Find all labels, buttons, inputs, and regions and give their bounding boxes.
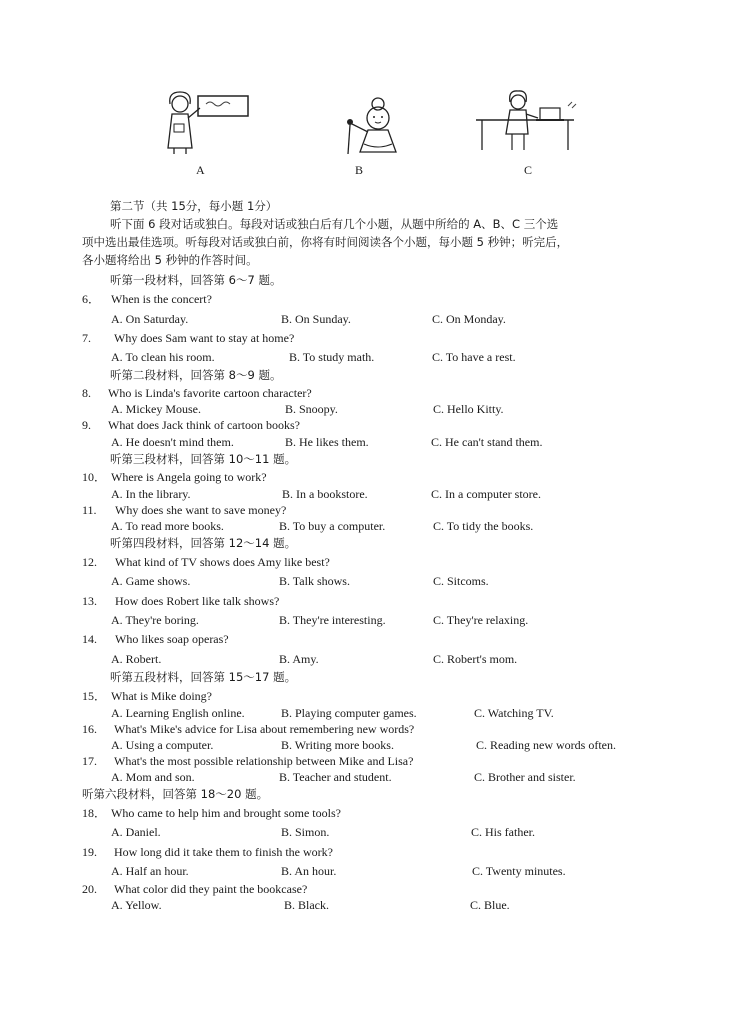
option-a: A. On Saturday. — [111, 312, 189, 326]
picture-c-desk — [472, 90, 578, 152]
question-number: 11. — [82, 503, 97, 517]
option-b: B. Amy. — [279, 652, 319, 666]
option-b: B. He likes them. — [285, 435, 369, 449]
instruction-line-2: 项中选出最佳选项。听每段对话或独白前，你将有时间阅读各个小题，每小题 5 秒钟；听完后， — [82, 235, 569, 249]
option-a: A. Using a computer. — [111, 738, 214, 752]
option-b: B. Black. — [284, 898, 329, 912]
option-a: A. To read more books. — [111, 519, 224, 533]
option-c: C. Robert's mom. — [433, 652, 518, 666]
question-number: 6． — [82, 292, 101, 306]
option-c: C. In a computer store. — [431, 487, 541, 501]
question-number: 15． — [82, 689, 107, 703]
question-text: What does Jack think of cartoon books? — [108, 418, 300, 432]
question-number: 16. — [82, 722, 97, 736]
question-text: What color did they paint the bookcase? — [114, 882, 308, 896]
material-header: 听第二段材料，回答第 8～9 题。 — [110, 368, 282, 382]
option-a: A. They're boring. — [111, 613, 199, 627]
question-text: What kind of TV shows does Amy like best? — [115, 555, 330, 569]
option-c: C. Reading new words often. — [476, 738, 616, 752]
question-text: How does Robert like talk shows? — [115, 594, 280, 608]
material-header: 听第一段材料，回答第 6～7 题。 — [110, 273, 282, 287]
question-number: 10． — [82, 470, 107, 484]
material-header: 听第六段材料，回答第 18～20 题。 — [82, 787, 269, 801]
option-b: B. Simon. — [281, 825, 330, 839]
option-b: B. They're interesting. — [279, 613, 386, 627]
question-text: What is Mike doing? — [111, 689, 212, 703]
question-number: 20. — [82, 882, 97, 896]
option-b: B. On Sunday. — [281, 312, 351, 326]
option-b: B. An hour. — [281, 864, 337, 878]
material-header: 听第五段材料，回答第 15～17 题。 — [110, 670, 297, 684]
question-number: 19. — [82, 845, 97, 859]
question-text: Why does Sam want to stay at home? — [114, 331, 295, 345]
question-text: Who came to help him and brought some tools? — [111, 806, 341, 820]
question-text: What's Mike's advice for Lisa about remembering new words? — [114, 722, 415, 736]
instruction-line-3: 各小题将给出 5 秒钟的作答时间。 — [82, 253, 258, 267]
question-text: Who is Linda's favorite cartoon character? — [108, 386, 312, 400]
option-a: A. In the library. — [111, 487, 191, 501]
question-text: When is the concert? — [111, 292, 212, 306]
question-number: 9. — [82, 418, 91, 432]
question-text: Where is Angela going to work? — [111, 470, 267, 484]
picture-c-label: C — [524, 163, 533, 177]
option-c: C. To have a rest. — [432, 350, 516, 364]
option-b: B. Teacher and student. — [279, 770, 392, 784]
option-b: B. To buy a computer. — [279, 519, 386, 533]
option-a: A. Yellow. — [111, 898, 162, 912]
option-b: B. Talk shows. — [279, 574, 350, 588]
option-b: B. To study math. — [289, 350, 375, 364]
option-c: C. Twenty minutes. — [472, 864, 566, 878]
option-a: A. Half an hour. — [111, 864, 189, 878]
option-b: B. In a bookstore. — [282, 487, 368, 501]
option-c: C. Watching TV. — [474, 706, 554, 720]
question-number: 17. — [82, 754, 97, 768]
option-c: C. On Monday. — [432, 312, 506, 326]
question-text: How long did it take them to finish the work? — [114, 845, 333, 859]
question-text: Why does she want to save money? — [115, 503, 287, 517]
option-a: A. To clean his room. — [111, 350, 215, 364]
option-c: C. They're relaxing. — [433, 613, 529, 627]
option-a: A. Robert. — [111, 652, 162, 666]
option-c: C. Sitcoms. — [433, 574, 489, 588]
question-number: 18． — [82, 806, 107, 820]
option-c: C. To tidy the books. — [433, 519, 534, 533]
option-a: A. Mickey Mouse. — [111, 402, 201, 416]
option-a: A. Game shows. — [111, 574, 191, 588]
picture-a-label: A — [196, 163, 205, 177]
question-number: 13. — [82, 594, 97, 608]
option-c: C. Brother and sister. — [474, 770, 576, 784]
question-number: 7. — [82, 331, 91, 345]
option-c: C. His father. — [471, 825, 535, 839]
option-b: B. Snoopy. — [285, 402, 338, 416]
option-c: C. He can't stand them. — [431, 435, 543, 449]
question-number: 8. — [82, 386, 91, 400]
instruction-line-1: 听下面 6 段对话或独白。每段对话或独白后有几个小题，从题中所给的 A、B、C 三个选 — [110, 217, 559, 231]
section-title: 第二节（共 15分，每小题 1分） — [110, 199, 278, 213]
option-c: C. Blue. — [470, 898, 510, 912]
option-b: B. Writing more books. — [281, 738, 394, 752]
option-b: B. Playing computer games. — [281, 706, 417, 720]
option-a: A. Mom and son. — [111, 770, 195, 784]
question-text: What's the most possible relationship between Mike and Lisa? — [114, 754, 414, 768]
option-a: A. He doesn't mind them. — [111, 435, 234, 449]
question-number: 14. — [82, 632, 97, 646]
question-text: Who likes soap operas? — [115, 632, 229, 646]
question-number: 12. — [82, 555, 97, 569]
picture-b-label: B — [355, 163, 364, 177]
option-a: A. Learning English online. — [111, 706, 245, 720]
picture-a-teacher — [160, 90, 252, 154]
option-a: A. Daniel. — [111, 825, 161, 839]
material-header: 听第四段材料，回答第 12～14 题。 — [110, 536, 297, 550]
option-c: C. Hello Kitty. — [433, 402, 504, 416]
material-header: 听第三段材料，回答第 10～11 题。 — [110, 452, 297, 466]
picture-b-singer — [338, 94, 410, 156]
